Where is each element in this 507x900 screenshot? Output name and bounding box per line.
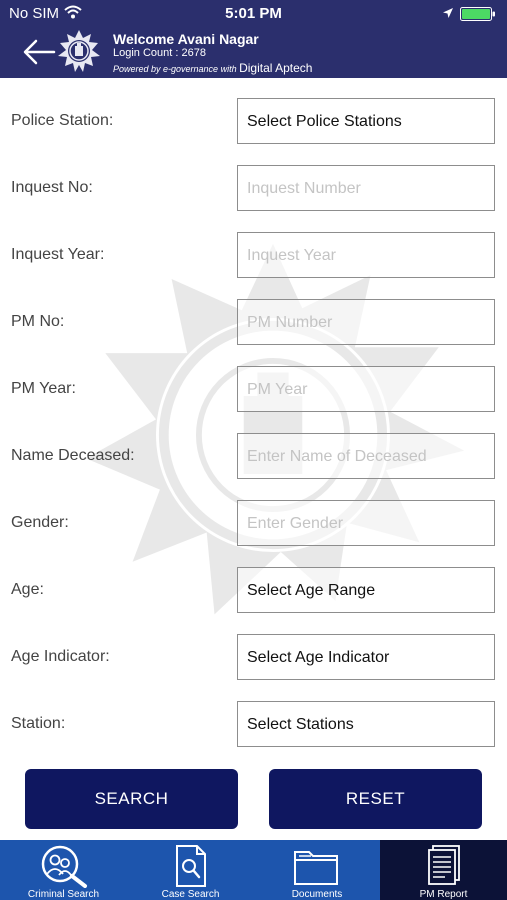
app-header [0,28,507,78]
report-icon [423,844,465,888]
inquest-year-row [0,232,507,280]
station-select[interactable] [237,701,495,747]
age-range-value: Select Age Range [247,582,376,599]
station-label: Station: [11,715,66,732]
age-label: Age: [11,581,44,598]
inquest-year-label: Inquest Year: [11,246,105,263]
age-indicator-select[interactable] [237,634,495,680]
welcome-text: Welcome Avani Nagar [113,31,259,47]
powered-by-prefix: Powered by e-governance with [113,64,240,74]
gender-row [0,500,507,548]
police-station-select[interactable] [237,98,495,144]
inquest-no-label: Inquest No: [11,179,93,196]
name-deceased-input[interactable] [237,433,495,479]
kolkata-police-emblem-icon [56,29,102,75]
name-deceased-label: Name Deceased: [11,447,135,464]
police-station-value: Select Police Stations [247,113,402,130]
age-indicator-label: Age Indicator: [11,648,110,665]
gender-input[interactable] [237,500,495,546]
tab-pm-report-label: PM Report [419,889,468,900]
pm-no-label: PM No: [11,313,65,330]
back-arrow-icon[interactable] [22,38,56,66]
police-station-row [0,98,507,146]
inquest-year-input[interactable] [237,232,495,278]
pm-number-input[interactable] [237,299,495,345]
tab-case-search-label: Case Search [161,889,220,900]
pm-year-input[interactable] [237,366,495,412]
tab-pm-report[interactable] [380,840,507,900]
name-deceased-placeholder: Enter Name of Deceased [247,448,427,465]
station-row [0,701,507,749]
tab-documents[interactable] [254,840,380,900]
tab-case-search[interactable] [127,840,254,900]
reset-button[interactable]: RESET [269,769,482,829]
case-search-icon [171,844,211,888]
carrier-label: No SIM [9,5,60,22]
pm-year-placeholder: PM Year [247,381,308,398]
inquest-year-placeholder: Inquest Year [247,247,336,264]
tab-criminal-search[interactable] [0,840,127,900]
login-count: Login Count : 2678 [113,47,206,59]
pm-no-row [0,299,507,347]
criminal-search-icon [38,844,90,888]
bottom-tab-bar [0,840,507,900]
age-range-select[interactable] [237,567,495,613]
folder-icon [292,844,342,888]
age-indicator-value: Select Age Indicator [247,649,390,666]
tab-criminal-search-label: Criminal Search [27,889,100,900]
powered-by-brand: Digital Aptech [239,61,313,75]
gender-label: Gender: [11,514,69,531]
inquest-number-input[interactable] [237,165,495,211]
pm-year-label: PM Year: [11,380,76,397]
inquest-no-row [0,165,507,213]
age-row [0,567,507,615]
tab-documents-label: Documents [291,889,343,900]
station-value: Select Stations [247,716,354,733]
gender-placeholder: Enter Gender [247,515,344,532]
search-button[interactable]: SEARCH [25,769,238,829]
powered-by-text [113,61,312,75]
status-bar [0,0,507,28]
age-indicator-row [0,634,507,682]
inquest-number-placeholder: Inquest Number [247,180,361,197]
clock-time: 5:01 PM [225,5,282,22]
pm-number-placeholder: PM Number [247,314,333,331]
name-deceased-row [0,433,507,481]
police-station-label: Police Station: [11,112,114,129]
pm-year-row [0,366,507,414]
battery-icon [460,7,496,21]
location-arrow-icon [442,7,454,19]
